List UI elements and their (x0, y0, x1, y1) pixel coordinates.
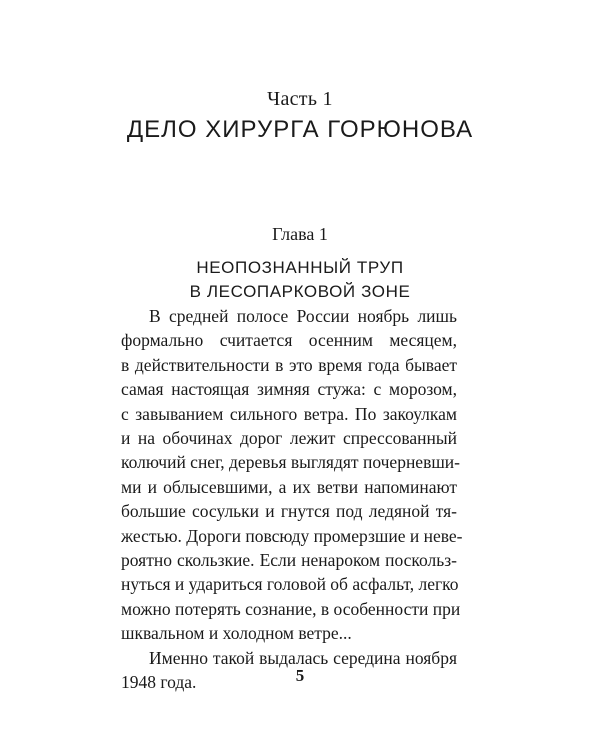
text-line: самая настоящая зимняя стужа: с морозом, (121, 379, 457, 400)
text-line: колючий снег, деревья выглядят почерневши- (121, 452, 461, 473)
text-line: формально считается осенним месяцем, (121, 330, 457, 351)
text-line: В средней полосе России ноябрь лишь (149, 306, 457, 326)
part-title: ДЕЛО ХИРУРГА ГОРЮНОВА (126, 116, 474, 143)
chapter-title (0, 256, 600, 304)
text-line: нуться и удариться головой об асфальт, легко (121, 574, 459, 595)
text-line: можно потерять сознание, в особенности при (121, 598, 461, 619)
part-label: Часть 1 (267, 88, 333, 110)
page-number: 5 (295, 666, 305, 685)
text-line: роятно скользкие. Если ненароком поскольз- (121, 550, 457, 571)
paragraph (121, 304, 463, 646)
chapter-title-line: В ЛЕСОПАРКОВОЙ ЗОНЕ (189, 282, 411, 301)
text-line: жестью. Дороги повсюду промерзшие и неве- (121, 525, 463, 546)
chapter-label: Глава 1 (272, 224, 328, 244)
text-line: ми и облысевшими, а их ветви напоминают (121, 476, 457, 497)
text-line: Именно такой выдалась середина ноября (149, 647, 457, 668)
text-line: большие сосульки и гнутся под ледяной тя- (121, 501, 457, 522)
text-line: 1948 года. (121, 672, 197, 693)
body-text (121, 304, 463, 695)
text-line: с завыванием сильного ветра. По закоулкам (121, 403, 457, 424)
text-line: в действительности в это время года бывает (121, 354, 457, 375)
chapter-title-line: НЕОПОЗНАННЫЙ ТРУП (196, 258, 404, 277)
text-line: шквальном и холодном ветре... (121, 623, 352, 644)
text-line: и на обочинах дорог лежит спрессованный (121, 428, 457, 449)
